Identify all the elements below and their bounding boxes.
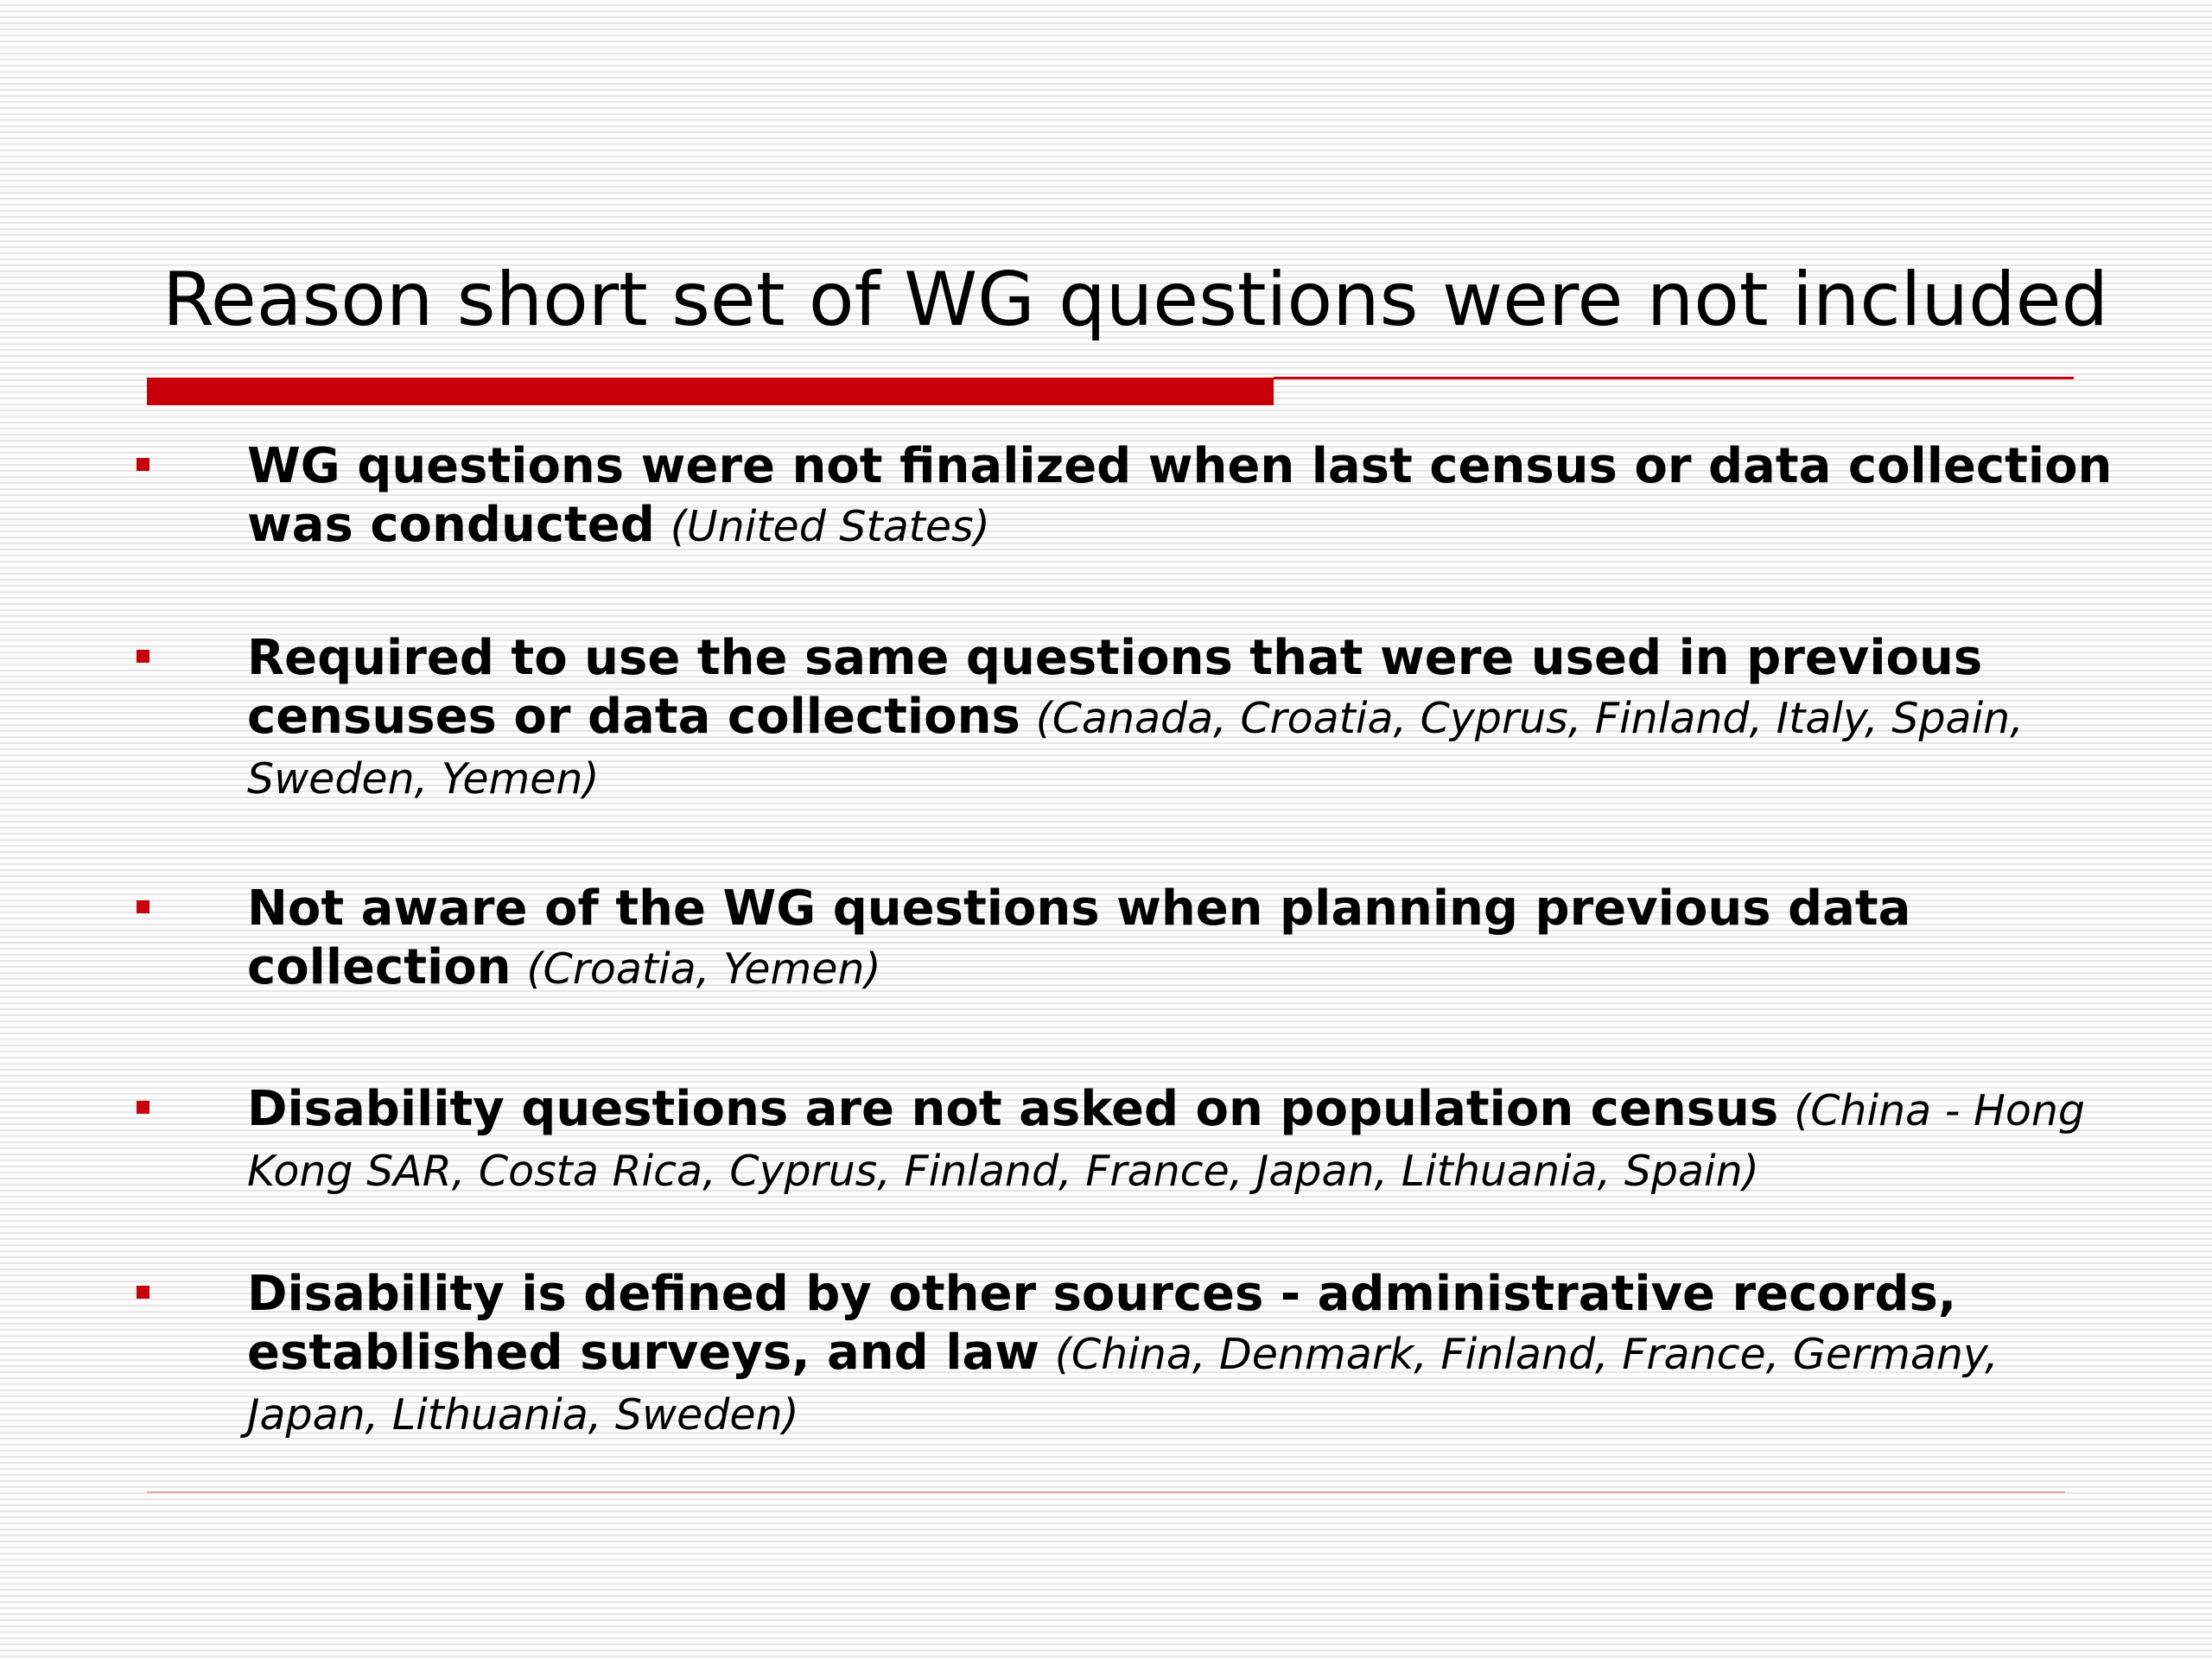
square-bullet-icon xyxy=(137,650,149,663)
title-underline-thin xyxy=(1274,377,2074,379)
bullet-lead: Disability questions are not asked on population census xyxy=(247,1081,1779,1137)
square-bullet-icon xyxy=(137,458,149,471)
title-underline-thick xyxy=(147,378,1274,405)
bullet-lead: WG questions were not finalized when last census or data collection was conducted xyxy=(247,438,2113,553)
bullet-text xyxy=(247,1265,2131,1445)
slide-title: Reason short set of WG questions were not included xyxy=(162,257,2109,343)
square-bullet-icon xyxy=(137,1101,149,1114)
bullet-text xyxy=(247,1080,2131,1201)
square-bullet-icon xyxy=(137,900,149,913)
bullet-countries: (United States) xyxy=(670,502,990,551)
bullet-text xyxy=(247,437,2131,556)
bullet-text xyxy=(247,629,2131,809)
square-bullet-icon xyxy=(137,1286,149,1299)
bullet-countries: (Croatia, Yemen) xyxy=(526,944,881,994)
bullet-countries: (China, Denmark, Finland, France, Germany, Japan, Lithuania, Sweden) xyxy=(247,1330,1999,1440)
bullet-text xyxy=(247,880,2131,999)
bullet-countries: (Canada, Croatia, Cyprus, Finland, Italy, Spain, Sweden, Yemen) xyxy=(247,694,2024,804)
bullet-countries: (China - Hong Kong SAR, Costa Rica, Cyprus, Finland, France, Japan, Lithuania, Spain) xyxy=(247,1086,2085,1196)
bullet-lead: Not aware of the WG questions when planning previous data collection xyxy=(247,880,1911,995)
footer-divider xyxy=(147,1491,2065,1493)
bullet-lead: Disability is defined by other sources - administrative records, established surveys, and law xyxy=(247,1266,1957,1381)
bullet-lead: Required to use the same questions that were used in previous censuses or data collections xyxy=(247,630,1983,745)
